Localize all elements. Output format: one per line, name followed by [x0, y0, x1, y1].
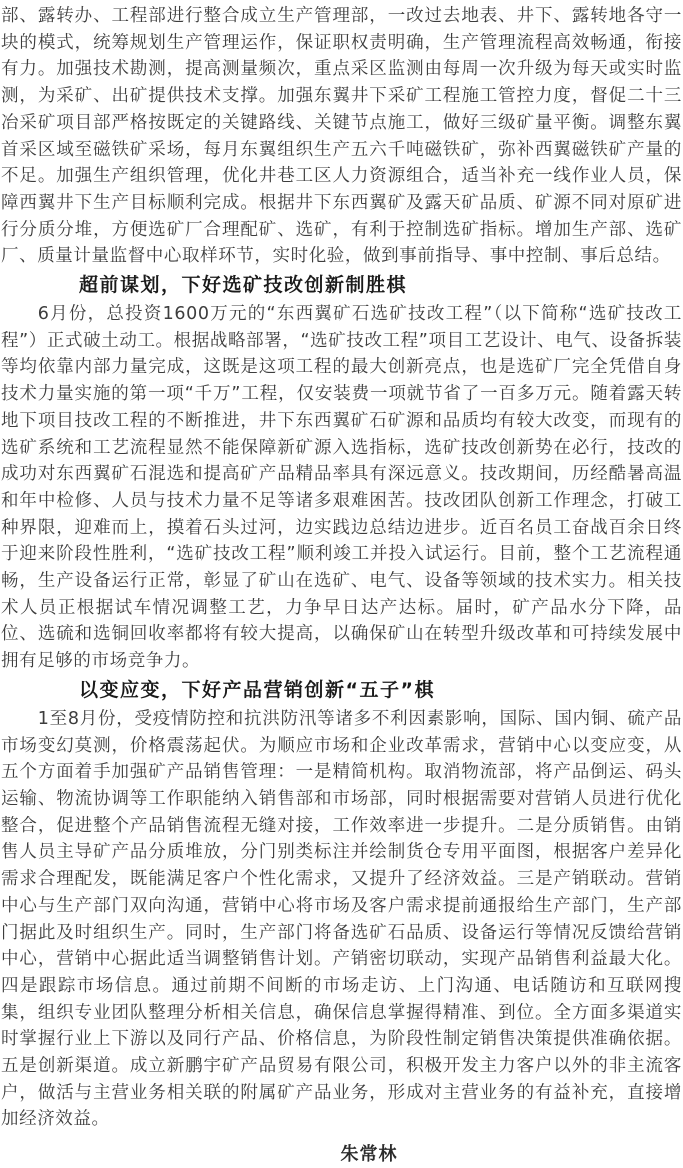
section-heading-marketing: 以变应变，下好产品营销创新“五子”棋 [79, 678, 435, 701]
body-paragraph-continuation: 部、露转办、工程部进行整合成立生产管理部，一改过去地表、井下、露转地各守一块的模式，统筹规划生产管理运作，保证职权责明确，生产管理流程高效畅通，衔接有力。加强技术勘测，提高测量频次，重点采区监测由每周一次升级为每天或实时监测，为采矿、出矿提供技术支撑。加强东翼井下采矿工程施工管控力度，督促二十三冶采矿项目部严格按既定的关键路线、关键节点施工，做好三级矿量平衡。调整东翼首采区域至磁铁矿采场，每月东翼组织生产五六千吨磁铁矿，弥补西翼磁铁矿产量的不足。加强生产组织管理，优化井巷工区人力资源组合，适当补充一线作业人员，保障西翼井下生产目标顺利完成。根据井下东西翼矿及露天矿品质、矿源不同对原矿进行分质分堆，方便选矿厂合理配矿、选矿，有利于控制选矿指标。增加生产部、选矿厂、质量计量监督中心取样环节，实时化验，做到事前指导、事中控制、事后总结。 [1, 6, 682, 267]
section-heading-tech-upgrade: 超前谋划，下好选矿技改创新制胜棋 [79, 274, 408, 297]
body-paragraph-tech-upgrade: 6月份，总投资1600万元的“东西翼矿石选矿技改工程”（以下简称“选矿技改工程”）正式破土动工。根据战略部署，“选矿技改工程”项目工艺设计、电气、设备拆装等均依靠内部力量完成，这既是这项工程的最大创新亮点，也是选矿厂完全凭借自身技术力量实施的第一项“千万”工程，仅安装费一项就节省了一百多万元。随着露天转地下项目技改工程的不断推进，井下东西翼矿石矿源和品质均有较大改变，而现有的选矿系统和工艺流程显然不能保障新矿源入选指标，选矿技改创新势在必行，技改的成功对东西翼矿石混选和提高矿产品精品率具有深远意义。技改期间，历经酷暑高温和年中检修、人员与技术力量不足等诸多艰难困苦。技改团队创新工作理念，打破工种界限，迎难而上，摸着石头过河，边实践边总结边进步。近百名员工奋战百余日终于迎来阶段性胜利，“选矿技改工程”顺利竣工并投入试运行。目前，整个工艺流程通畅，生产设备运行正常，彰显了矿山在选矿、电气、设备等领域的技术实力。相关技术人员正根据试车情况调整工艺，力争早日达产达标。届时，矿产品水分下降，品位、选硫和选铜回收率都将有较大提高，以确保矿山在转型升级改革和可持续发展中拥有足够的市场竞争力。 [1, 304, 682, 672]
author-signature: 朱常林 [340, 1144, 398, 1166]
body-paragraph-marketing: 1至8月份，受疫情防控和抗洪防汛等诸多不利因素影响，国际、国内铜、硫产品市场变幻莫测，价格震荡起伏。为顺应市场和企业改革需求，营销中心以变应变，从五个方面着手加强矿产品销售管理：一是精简机构。取消物流部，将产品倒运、码头运输、物流协调等工作职能纳入销售部和市场部，同时根据需要对营销人员进行优化整合，促进整个产品销售流程无缝对接，工作效率进一步提升。二是分质销售。由销售人员主导矿产品分质堆放，分门别类标注并绘制货仓专用平面图，根据客户差异化需求合理配发，既能满足客户个性化需求，又提升了经济效益。三是产销联动。营销中心与生产部门双向沟通，营销中心将市场及客户需求提前通报给生产部门，生产部门据此及时组织生产。同时，生产部门将备选矿石品质、设备运行等情况反馈给营销中心，营销中心据此适当调整销售计划。产销密切联动，实现产品销售利益最大化。四是跟踪市场信息。通过前期不间断的市场走访、上门沟通、电话随访和互联网搜集，组织专业团队整理分析相关信息，确保信息掌握得精准、到位。全方面多渠道实时掌握行业上下游以及同行产品、价格信息，为阶段性制定销售决策提供准确依据。五是创新渠道。成立新鹏宇矿产品贸易有限公司，积极开发主力客户以外的非主流客户，做活与主营业务相关联的附属矿产品业务，形成对主营业务的有益补充，直接增加经济效益。 [1, 708, 682, 1130]
